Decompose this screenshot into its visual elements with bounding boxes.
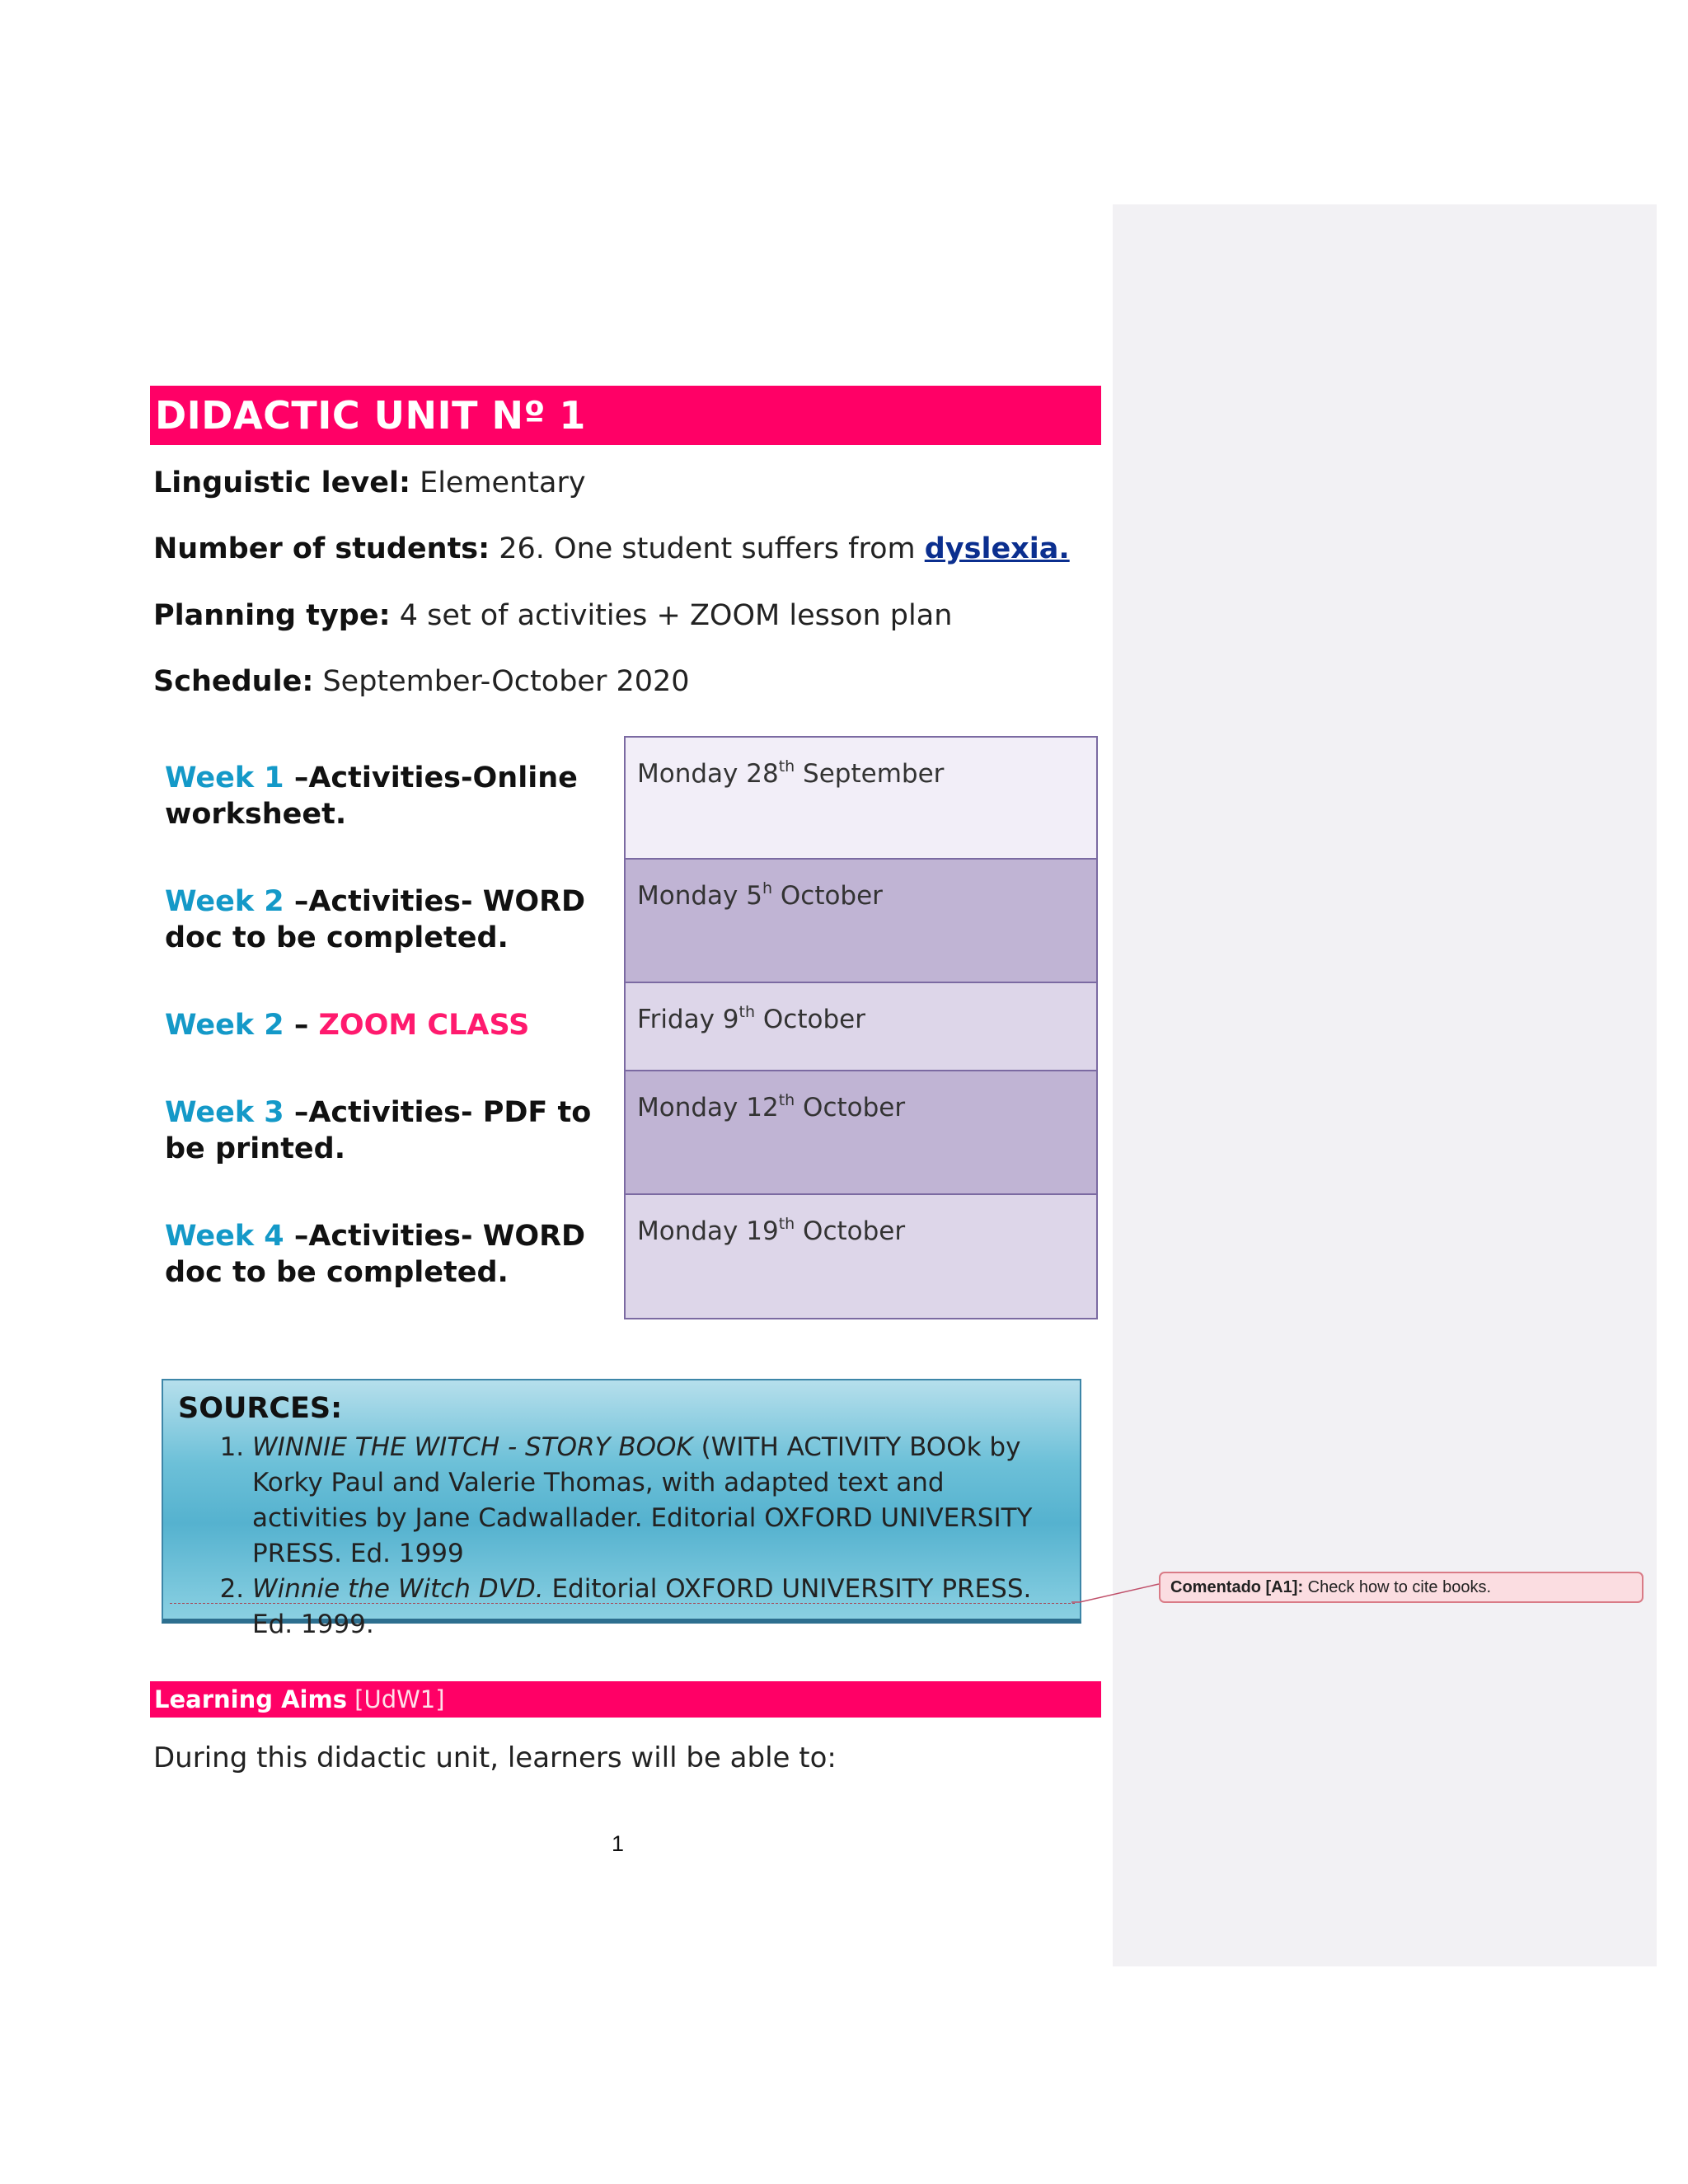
learning-aims-heading: [150, 1681, 1101, 1718]
planning-type-label: Planning type:: [153, 599, 391, 632]
week-description: –Activities- WORD doc to be completed.: [165, 885, 586, 954]
date-text: Monday 12: [637, 1093, 779, 1122]
number-of-students-value: 26. One student suffers from: [490, 532, 925, 565]
source-title: WINNIE THE WITCH - STORY BOOK: [252, 1432, 693, 1462]
date-cell: [624, 983, 1098, 1071]
week-2-zoom-item: [165, 1007, 610, 1043]
date-cell: [624, 1071, 1098, 1195]
unit-title: DIDACTIC UNIT Nº 1: [150, 386, 1101, 445]
week-dash: –: [284, 1009, 319, 1042]
date-ordinal: h: [762, 879, 773, 898]
number-of-students-label: Number of students:: [153, 532, 490, 565]
planning-type-line: [153, 599, 952, 632]
schedule-label: Schedule:: [153, 665, 314, 698]
week-1-item: [165, 760, 610, 832]
date-text: Friday 9: [637, 1005, 739, 1034]
comment-anchor-line: [170, 1603, 1075, 1604]
comment-connector: [1071, 1584, 1162, 1609]
comment-balloon[interactable]: [1159, 1572, 1643, 1603]
schedule-line: [153, 665, 690, 698]
week-label: Week 1: [165, 762, 284, 794]
page-number: 1: [612, 1831, 625, 1856]
sources-box: [162, 1379, 1081, 1639]
date-month: October: [755, 1005, 865, 1034]
week-2-item: [165, 883, 610, 956]
date-text: Monday 19: [637, 1216, 779, 1246]
comment-author: Comentado [A1]:: [1170, 1578, 1304, 1596]
linguistic-level-line: [153, 466, 586, 499]
date-month: October: [795, 1093, 906, 1122]
week-label: Week 2: [165, 885, 284, 918]
date-month: September: [795, 759, 945, 789]
date-ordinal: th: [778, 757, 795, 776]
date-cell: [624, 860, 1098, 983]
dates-table: [624, 736, 1098, 1319]
date-cell: [624, 736, 1098, 860]
week-4-item: [165, 1218, 610, 1291]
source-item: [252, 1572, 1063, 1643]
date-ordinal: th: [778, 1215, 795, 1233]
number-of-students-line: [153, 532, 1070, 565]
source-details: Editorial OXFORD UNIVERSITY PRESS. Ed. 1999.: [252, 1574, 1032, 1639]
date-month: October: [772, 881, 883, 911]
week-description: –Activities-Online worksheet.: [165, 762, 578, 831]
learning-aims-label: Learning Aims: [154, 1685, 347, 1713]
source-item: [252, 1430, 1063, 1572]
linguistic-level-label: Linguistic level:: [153, 466, 410, 499]
date-month: October: [795, 1216, 906, 1246]
zoom-class-label: ZOOM CLASS: [318, 1009, 530, 1042]
schedule-value: September-October 2020: [313, 665, 690, 698]
week-label: Week 3: [165, 1096, 284, 1129]
sources-heading: SOURCES:: [178, 1392, 343, 1425]
week-3-item: [165, 1094, 610, 1167]
linguistic-level-value: Elementary: [410, 466, 586, 499]
date-text: Monday 28: [637, 759, 779, 789]
date-cell: [624, 1195, 1098, 1319]
intro-text: During this didactic unit, learners will be able to:: [153, 1741, 837, 1774]
date-text: Monday 5: [637, 881, 762, 911]
week-label: Week 4: [165, 1220, 284, 1253]
dyslexia-link[interactable]: dyslexia.: [924, 532, 1070, 565]
week-description: –Activities- WORD doc to be completed.: [165, 1220, 586, 1289]
week-label: Week 2: [165, 1009, 284, 1042]
comment-text: Check how to cite books.: [1303, 1578, 1491, 1596]
sources-list: [178, 1430, 1063, 1643]
week-description: –Activities- PDF to be printed.: [165, 1096, 592, 1165]
source-details: (WITH ACTIVITY BOOk by Korky Paul and Valerie Thomas, with adapted text and activities by Jane Cadwallader. Editorial OXFORD UNIVERSITY PRESS. Ed. 1999: [252, 1432, 1033, 1568]
date-ordinal: th: [778, 1091, 795, 1109]
comment-pane: [1113, 204, 1657, 1966]
source-title: Winnie the Witch DVD.: [252, 1574, 544, 1604]
date-ordinal: th: [738, 1003, 756, 1021]
learning-aims-tag: [UdW1]: [346, 1685, 445, 1713]
planning-type-value: 4 set of activities + ZOOM lesson plan: [390, 599, 953, 632]
